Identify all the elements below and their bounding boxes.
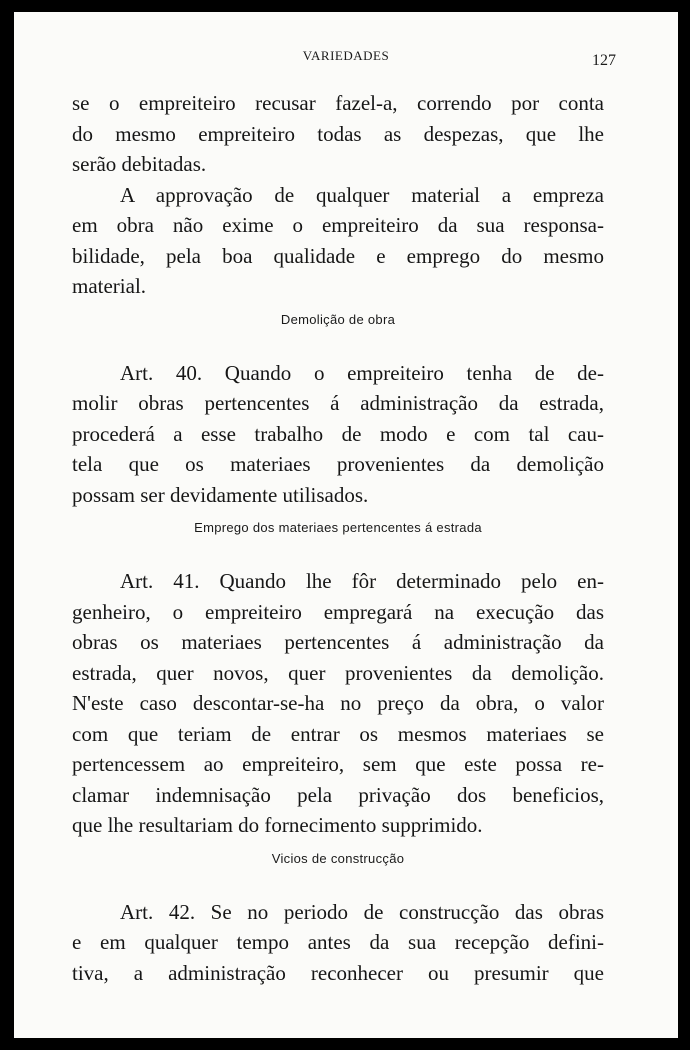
text-line: obras os materiaes pertencentes á administração da xyxy=(72,630,604,654)
running-head xyxy=(14,48,678,72)
text-line: procederá a esse trabalho de modo e com tal cau- xyxy=(72,421,604,446)
text-line: Art. 41. Quando lhe fôr determinado pelo en- xyxy=(120,569,604,593)
text-line: com que teriam de entrar os mesmos materiaes se xyxy=(72,721,604,746)
section-heading: Emprego dos materiaes pertencentes á estrada xyxy=(194,520,482,535)
text-line: N'este caso descontar-se-ha no preço da obra, o valor xyxy=(72,691,604,715)
text-line: serão debitadas. xyxy=(72,152,207,176)
text-line: possam ser devidamente utilisados. xyxy=(72,482,369,507)
text-line: bilidade, pela boa qualidade e emprego do mesmo xyxy=(72,243,604,268)
text-line: tiva, a administração reconhecer ou presumir que xyxy=(72,960,604,985)
section-heading: Vicios de construcção xyxy=(271,850,405,866)
text-line: estrada, quer novos, quer provenientes da demolição. xyxy=(72,660,604,685)
book-page xyxy=(14,12,678,1038)
page-number: 127 xyxy=(592,52,616,69)
text-line: clamar indemnisação pela privação dos beneficios, xyxy=(72,782,604,807)
section-heading: Demolição de obra xyxy=(280,311,396,327)
text-line: Art. 42. Se no periodo de construcção das obras xyxy=(120,899,604,924)
text-line: tela que os materiaes provenientes da demolição xyxy=(72,452,604,476)
text-line: Art. 40. Quando o empreiteiro tenha de de- xyxy=(120,360,604,385)
text-line: pertencessem ao empreiteiro, sem que este possa re- xyxy=(72,752,604,776)
text-line: e em qualquer tempo antes da sua recepção defini- xyxy=(72,930,604,954)
text-line: genheiro, o empreiteiro empregará na execução das xyxy=(72,599,604,624)
text-line: material. xyxy=(72,274,147,298)
text-line: do mesmo empreiteiro todas as despezas, que lhe xyxy=(72,121,604,146)
paragraph xyxy=(72,358,604,511)
text-line: molir obras pertencentes á administração da estrada, xyxy=(72,391,604,415)
paragraph xyxy=(72,897,604,989)
running-title: VARIEDADES xyxy=(302,48,390,63)
page-body xyxy=(72,88,604,988)
paragraph xyxy=(72,88,604,180)
paragraph xyxy=(72,566,604,841)
text-line: que lhe resultariam do fornecimento supprimido. xyxy=(72,813,483,837)
paragraph xyxy=(72,180,604,302)
text-line: se o empreiteiro recusar fazel-a, correndo por conta xyxy=(72,91,604,115)
text-line: em obra não exime o empreiteiro da sua responsa- xyxy=(72,213,604,237)
text-line: A approvação de qualquer material a empreza xyxy=(120,182,604,207)
